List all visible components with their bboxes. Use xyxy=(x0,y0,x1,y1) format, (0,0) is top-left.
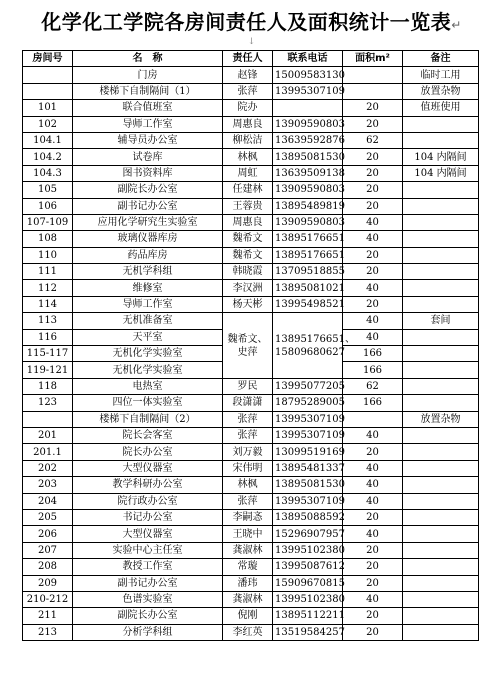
area-cell: 20 xyxy=(343,559,403,575)
room-cell: 123 xyxy=(23,395,73,411)
note-cell: 放置杂物 xyxy=(403,411,479,427)
person-cell: 潘玮 xyxy=(223,575,273,591)
note-cell xyxy=(403,264,479,280)
area-cell: 166 xyxy=(343,346,403,362)
note-cell: 临时工用 xyxy=(403,67,479,83)
name-cell: 楼梯下自制隔间（1） xyxy=(73,83,223,99)
person-cell: 杨天彬 xyxy=(223,296,273,312)
area-cell: 20 xyxy=(343,116,403,132)
phone-cell: 13895112211 xyxy=(273,608,343,624)
name-cell: 副书记办公室 xyxy=(73,198,223,214)
person-cell: 周惠良 xyxy=(223,116,273,132)
table-row xyxy=(23,247,479,263)
table-row xyxy=(23,526,479,542)
area-cell: 40 xyxy=(343,526,403,542)
room-cell: 209 xyxy=(23,575,73,591)
person-cell: 林枫 xyxy=(223,477,273,493)
name-cell: 分析学科组 xyxy=(73,624,223,640)
name-cell: 药品库房 xyxy=(73,247,223,263)
room-cell: 201 xyxy=(23,427,73,443)
phone-cell: 15009583130 xyxy=(273,67,343,83)
room-cell: 201.1 xyxy=(23,444,73,460)
name-cell: 试卷库 xyxy=(73,149,223,165)
room-cell: 102 xyxy=(23,116,73,132)
phone-cell: 15909670815 xyxy=(273,575,343,591)
room-cell: 203 xyxy=(23,477,73,493)
table-row xyxy=(23,477,479,493)
table-row xyxy=(23,231,479,247)
table-row xyxy=(23,509,479,525)
note-cell xyxy=(403,280,479,296)
note-cell: 放置杂物 xyxy=(403,83,479,99)
room-cell: 104.2 xyxy=(23,149,73,165)
phone-cell: 13895489819 xyxy=(273,198,343,214)
header-person: 责任人 xyxy=(223,51,273,67)
note-cell xyxy=(403,182,479,198)
table-row xyxy=(23,116,479,132)
room-cell: 210-212 xyxy=(23,591,73,607)
table-row xyxy=(23,624,479,640)
name-cell: 楼梯下自制隔间（2） xyxy=(73,411,223,427)
phone-cell: 13995102380 xyxy=(273,591,343,607)
area-cell: 166 xyxy=(343,395,403,411)
table-row xyxy=(23,280,479,296)
merged-person-line: 史萍 xyxy=(237,346,258,358)
page-title xyxy=(0,6,503,35)
name-cell: 书记办公室 xyxy=(73,509,223,525)
note-cell: 值班使用 xyxy=(403,100,479,116)
room-cell: 206 xyxy=(23,526,73,542)
room-cell xyxy=(23,67,73,83)
table-row xyxy=(23,264,479,280)
table-row xyxy=(23,493,479,509)
name-cell: 无机化学实验室 xyxy=(73,346,223,362)
name-cell: 副书记办公室 xyxy=(73,575,223,591)
note-cell: 套间 xyxy=(403,313,479,329)
note-cell xyxy=(403,477,479,493)
area-cell: 20 xyxy=(343,542,403,558)
paragraph-mark-icon: ↵ xyxy=(451,18,462,32)
area-cell: 40 xyxy=(343,493,403,509)
person-cell: 王蓉贵 xyxy=(223,198,273,214)
table-row xyxy=(23,182,479,198)
phone-cell: 13909590803 xyxy=(273,214,343,230)
room-cell: 118 xyxy=(23,378,73,394)
person-cell: 张萍 xyxy=(223,427,273,443)
name-cell: 无机学科组 xyxy=(73,264,223,280)
room-cell: 104.3 xyxy=(23,165,73,181)
table-row xyxy=(23,427,479,443)
header-room: 房间号 xyxy=(23,51,73,67)
area-cell: 40 xyxy=(343,591,403,607)
subtitle-mark: ↓ xyxy=(247,37,256,47)
person-cell: 任建林 xyxy=(223,182,273,198)
table-row xyxy=(23,313,479,329)
note-cell xyxy=(403,329,479,345)
person-cell: 罗民 xyxy=(223,378,273,394)
person-cell: 魏希文 xyxy=(223,231,273,247)
phone-cell: 13995307109 xyxy=(273,83,343,99)
phone-cell: 13895176651 xyxy=(273,231,343,247)
note-cell: 104 内隔间 xyxy=(403,165,479,181)
person-cell: 柳松洁 xyxy=(223,132,273,148)
person-cell: 龚淑林 xyxy=(223,542,273,558)
person-cell: 刘万毅 xyxy=(223,444,273,460)
table-row xyxy=(23,378,479,394)
room-cell: 111 xyxy=(23,264,73,280)
area-cell: 20 xyxy=(343,608,403,624)
name-cell: 天平室 xyxy=(73,329,223,345)
name-cell: 应用化学研究生实验室 xyxy=(73,214,223,230)
area-cell: 40 xyxy=(343,214,403,230)
name-cell: 院长会客室 xyxy=(73,427,223,443)
phone-cell: 13895081021 xyxy=(273,280,343,296)
note-cell xyxy=(403,559,479,575)
header-phone: 联系电话 xyxy=(273,51,343,67)
area-cell: 166 xyxy=(343,362,403,378)
table-row xyxy=(23,591,479,607)
note-cell xyxy=(403,509,479,525)
table-header-row xyxy=(23,51,479,67)
phone-cell: 13519584257 xyxy=(273,624,343,640)
table-row xyxy=(23,83,479,99)
room-cell: 110 xyxy=(23,247,73,263)
person-cell: 王晓中 xyxy=(223,526,273,542)
note-cell xyxy=(403,296,479,312)
note-cell xyxy=(403,378,479,394)
note-cell xyxy=(403,542,479,558)
merged-phone-line: 15809680627 xyxy=(275,346,345,358)
note-cell xyxy=(403,395,479,411)
room-cell: 115-117 xyxy=(23,346,73,362)
person-cell: 段潇潇 xyxy=(223,395,273,411)
room-cell: 119-121 xyxy=(23,362,73,378)
room-cell: 106 xyxy=(23,198,73,214)
room-cell: 113 xyxy=(23,313,73,329)
area-cell: 62 xyxy=(343,132,403,148)
phone-cell: 13639509138 xyxy=(273,165,343,181)
phone-cell: 13995077205 xyxy=(273,378,343,394)
name-cell: 实验中心主任室 xyxy=(73,542,223,558)
table-row xyxy=(23,608,479,624)
area-cell: 20 xyxy=(343,264,403,280)
person-cell: 林枫 xyxy=(223,149,273,165)
table-row xyxy=(23,100,479,116)
header-area: 面积m² xyxy=(343,51,403,67)
note-cell xyxy=(403,493,479,509)
area-cell: 20 xyxy=(343,198,403,214)
area-cell: 20 xyxy=(343,624,403,640)
table-row xyxy=(23,198,479,214)
area-cell: 40 xyxy=(343,477,403,493)
area-cell xyxy=(343,411,403,427)
area-cell xyxy=(343,83,403,99)
area-cell: 40 xyxy=(343,460,403,476)
phone-cell xyxy=(273,100,343,116)
name-cell: 四位一体实验室 xyxy=(73,395,223,411)
room-cell: 202 xyxy=(23,460,73,476)
phone-cell: 15296907957 xyxy=(273,526,343,542)
person-cell: 赵锋 xyxy=(223,67,273,83)
note-cell xyxy=(403,427,479,443)
phone-cell: 13995307109 xyxy=(273,411,343,427)
area-cell: 40 xyxy=(343,231,403,247)
note-cell xyxy=(403,214,479,230)
room-cell: 104.1 xyxy=(23,132,73,148)
phone-cell: 13099519169 xyxy=(273,444,343,460)
phone-cell: 13909590803 xyxy=(273,182,343,198)
person-cell: 张萍 xyxy=(223,411,273,427)
area-cell xyxy=(343,67,403,83)
name-cell: 无机准备室 xyxy=(73,313,223,329)
area-cell: 20 xyxy=(343,575,403,591)
person-cell: 院办 xyxy=(223,100,273,116)
phone-cell: 13895481337 xyxy=(273,460,343,476)
area-cell: 20 xyxy=(343,509,403,525)
person-cell: 周虹 xyxy=(223,165,273,181)
name-cell: 大型仪器室 xyxy=(73,460,223,476)
room-cell: 101 xyxy=(23,100,73,116)
area-cell: 20 xyxy=(343,165,403,181)
person-cell: 倪刚 xyxy=(223,608,273,624)
person-cell: 魏希文 xyxy=(223,247,273,263)
person-cell: 龚淑林 xyxy=(223,591,273,607)
room-cell: 107-109 xyxy=(23,214,73,230)
name-cell: 导师工作室 xyxy=(73,296,223,312)
area-cell: 20 xyxy=(343,444,403,460)
phone-cell: 13909590803 xyxy=(273,116,343,132)
merged-phone-cell xyxy=(273,313,355,379)
table-row xyxy=(23,444,479,460)
name-cell: 教学科研办公室 xyxy=(73,477,223,493)
header-note: 备注 xyxy=(403,51,479,67)
area-cell: 40 xyxy=(343,427,403,443)
name-cell: 玻璃仪器库房 xyxy=(73,231,223,247)
table-row xyxy=(23,575,479,591)
note-cell xyxy=(403,116,479,132)
name-cell: 色谱实验室 xyxy=(73,591,223,607)
note-cell xyxy=(403,526,479,542)
table-row xyxy=(23,395,479,411)
person-cell: 张萍 xyxy=(223,493,273,509)
title-text: 化学化工学院各房间责任人及面积统计一览表 xyxy=(41,10,452,34)
room-cell: 105 xyxy=(23,182,73,198)
room-cell: 205 xyxy=(23,509,73,525)
name-cell: 图书资料库 xyxy=(73,165,223,181)
name-cell: 维修室 xyxy=(73,280,223,296)
table-row xyxy=(23,411,479,427)
phone-cell: 18795289005 xyxy=(273,395,343,411)
room-cell: 208 xyxy=(23,559,73,575)
name-cell: 教授工作室 xyxy=(73,559,223,575)
room-cell xyxy=(23,411,73,427)
phone-cell: 13639592876 xyxy=(273,132,343,148)
phone-cell: 13995087612 xyxy=(273,559,343,575)
table-row xyxy=(23,67,479,83)
room-cell: 112 xyxy=(23,280,73,296)
table-body xyxy=(23,67,479,641)
room-cell: 108 xyxy=(23,231,73,247)
phone-cell: 13995307109 xyxy=(273,427,343,443)
note-cell xyxy=(403,460,479,476)
room-cell: 211 xyxy=(23,608,73,624)
name-cell: 副院长办公室 xyxy=(73,608,223,624)
note-cell xyxy=(403,624,479,640)
phone-cell: 13995498521 xyxy=(273,296,343,312)
name-cell: 院行政办公室 xyxy=(73,493,223,509)
phone-cell: 13995307109 xyxy=(273,493,343,509)
name-cell: 导师工作室 xyxy=(73,116,223,132)
note-cell xyxy=(403,591,479,607)
person-cell: 李红英 xyxy=(223,624,273,640)
table-row xyxy=(23,460,479,476)
person-cell: 常璇 xyxy=(223,559,273,575)
area-cell: 20 xyxy=(343,182,403,198)
person-cell: 宋伟明 xyxy=(223,460,273,476)
room-cell: 204 xyxy=(23,493,73,509)
merged-person-line: 魏希文、 xyxy=(227,333,268,345)
note-cell: 104 内隔间 xyxy=(403,149,479,165)
table-row xyxy=(23,149,479,165)
note-cell xyxy=(403,608,479,624)
phone-cell: 13709518855 xyxy=(273,264,343,280)
table-row xyxy=(23,559,479,575)
area-cell: 20 xyxy=(343,100,403,116)
area-cell: 62 xyxy=(343,378,403,394)
name-cell: 联合值班室 xyxy=(73,100,223,116)
note-cell xyxy=(403,247,479,263)
room-cell xyxy=(23,83,73,99)
room-cell: 213 xyxy=(23,624,73,640)
person-cell: 李嗣忞 xyxy=(223,509,273,525)
note-cell xyxy=(403,346,479,362)
area-cell: 20 xyxy=(343,149,403,165)
table-row xyxy=(23,165,479,181)
name-cell: 电热室 xyxy=(73,378,223,394)
table-row xyxy=(23,132,479,148)
room-cell: 114 xyxy=(23,296,73,312)
name-cell: 辅导员办公室 xyxy=(73,132,223,148)
table-row xyxy=(23,296,479,312)
area-cell: 40 xyxy=(343,313,403,329)
person-cell: 韩晓霞 xyxy=(223,264,273,280)
phone-cell: 13895088592 xyxy=(273,509,343,525)
area-cell: 20 xyxy=(343,296,403,312)
phone-cell: 13895176651 xyxy=(273,247,343,263)
note-cell xyxy=(403,132,479,148)
name-cell: 副院长办公室 xyxy=(73,182,223,198)
area-cell: 40 xyxy=(343,329,403,345)
phone-cell: 13895081530 xyxy=(273,149,343,165)
person-cell: 周惠良 xyxy=(223,214,273,230)
note-cell xyxy=(403,575,479,591)
area-cell: 20 xyxy=(343,247,403,263)
note-cell xyxy=(403,198,479,214)
room-cell: 116 xyxy=(23,329,73,345)
table-row xyxy=(23,214,479,230)
name-cell: 大型仪器室 xyxy=(73,526,223,542)
name-cell: 院长办公室 xyxy=(73,444,223,460)
merged-phone-line: 13895176651、 xyxy=(275,333,355,345)
note-cell xyxy=(403,362,479,378)
phone-cell: 13895081530 xyxy=(273,477,343,493)
room-table xyxy=(22,50,479,641)
person-cell: 张萍 xyxy=(223,83,273,99)
note-cell xyxy=(403,444,479,460)
person-cell: 李汉洲 xyxy=(223,280,273,296)
header-name: 名 称 xyxy=(73,51,223,67)
area-cell: 40 xyxy=(343,280,403,296)
name-cell: 门房 xyxy=(73,67,223,83)
name-cell: 无机化学实验室 xyxy=(73,362,223,378)
room-cell: 207 xyxy=(23,542,73,558)
merged-person-cell xyxy=(223,313,273,379)
note-cell xyxy=(403,231,479,247)
table-row xyxy=(23,542,479,558)
phone-cell: 13995102380 xyxy=(273,542,343,558)
